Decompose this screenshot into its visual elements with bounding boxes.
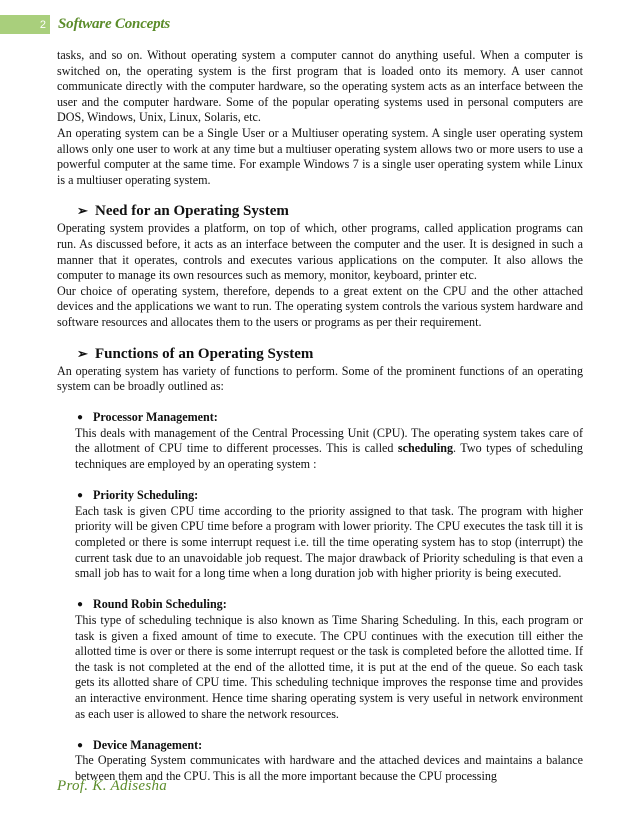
bullet-dot-icon: ● — [77, 599, 84, 611]
intro-paragraph-2: An operating system can be a Single User or a Multiuser operating system. A single user operating system allows only one user to work at any time but a multiuser operating system allows two or more users to use a powerful computer at the same time. For example Windows 7 is a single user operating system while Linux is a multiuser operating system. — [57, 125, 583, 187]
document-body — [57, 48, 583, 785]
list-item-text: This deals with management of the Central Processing Unit (CPU). The operating system takes care of the allotment of CPU time to different processes. This is called scheduling. Two types of scheduling techniques are employed by an operating system : — [75, 425, 583, 472]
page-number: 2 — [0, 15, 50, 34]
functions-intro: An operating system has variety of functions to perform. Some of the prominent functions of an operating system can be broadly outlined as: — [57, 363, 583, 394]
list-item-priority-scheduling — [75, 488, 583, 582]
need-section-heading — [77, 202, 583, 220]
arrow-bullet-icon: ➢ — [77, 345, 88, 361]
emphasis-scheduling: scheduling — [397, 441, 454, 456]
page-header — [0, 15, 638, 34]
list-item-processor-management — [75, 410, 583, 472]
need-paragraph-1: Operating system provides a platform, on top of which, other programs, called application programs can run. As discussed before, it acts as an interface between the computer and the user. It is designed in such a manner that it operates, controls and executes various applications on the computer. It also allows the computer to manage its own resources such as memory, monitor, keyboard, printer etc. — [57, 221, 583, 283]
list-item-title: ● Priority Scheduling: — [77, 488, 199, 503]
list-item-title: ● Device Management: — [77, 737, 203, 752]
list-item-title: ● Round Robin Scheduling: — [77, 597, 227, 612]
bullet-dot-icon: ● — [77, 490, 84, 502]
list-item-text: This type of scheduling technique is also known as Time Sharing Scheduling. In this, each program or task is given a fixed amount of time to execute. The CPU continues with the execution till either the allotted time is over or there is some interrupt request or the task is completed before the allotted time. If the task is not completed at the end of the allotted time, it is put at the end of the queue. So each task gets its allotted share of CPU time. This scheduling technique improves the response time and provides an interactive environment. Hence time sharing operating system is very useful in network environment as each user is allowed to share the network resources. — [75, 613, 583, 721]
footer-author: Prof. K. Adisesha — [57, 778, 168, 794]
list-item-text: The Operating System communicates with hardware and the attached devices and maintains a balance between them and the CPU. This is all the more important because the CPU processing — [75, 753, 583, 783]
bullet-dot-icon: ● — [77, 739, 84, 751]
heading-text: Need for an Operating System — [95, 203, 289, 220]
intro-paragraph-1: tasks, and so on. Without operating system a computer cannot do anything useful. When a computer is switched on, the operating system is the first program that is loaded onto its memory. A user cannot communicate directly with the computer hardware, so the operating system acts as an interface between the user and the computer hardware. Some of the popular operating systems used in personal computers are DOS, Windows, Unix, Linux, Solaris, etc. — [57, 48, 583, 125]
arrow-bullet-icon: ➢ — [77, 203, 88, 219]
bullet-dot-icon: ● — [77, 412, 84, 424]
functions-section-heading — [77, 345, 583, 363]
heading-text: Functions of an Operating System — [95, 345, 314, 362]
header-title: Software Concepts — [58, 16, 171, 32]
need-paragraph-2: Our choice of operating system, therefore, depends to a great extent on the CPU and the other attached devices and the applications we want to run. The operating system controls the various system hardware and software resources and allocates them to the users or programs as per their requirement. — [57, 283, 583, 329]
list-item-text: Each task is given CPU time according to the priority assigned to that task. The program with higher priority will be given CPU time before a program with lower priority. The CPU executes the task till it is completed or there is some interrupt request i.e. till the time operating system has to stop (interrupt) the current task due to an unavoidable job request. The major drawback of Priority scheduling is that even a small job has to wait for a long time when a long duration job with higher priority is being executed. — [75, 503, 583, 581]
list-item-round-robin — [75, 597, 583, 722]
list-item-title: ● Processor Management: — [77, 410, 218, 425]
